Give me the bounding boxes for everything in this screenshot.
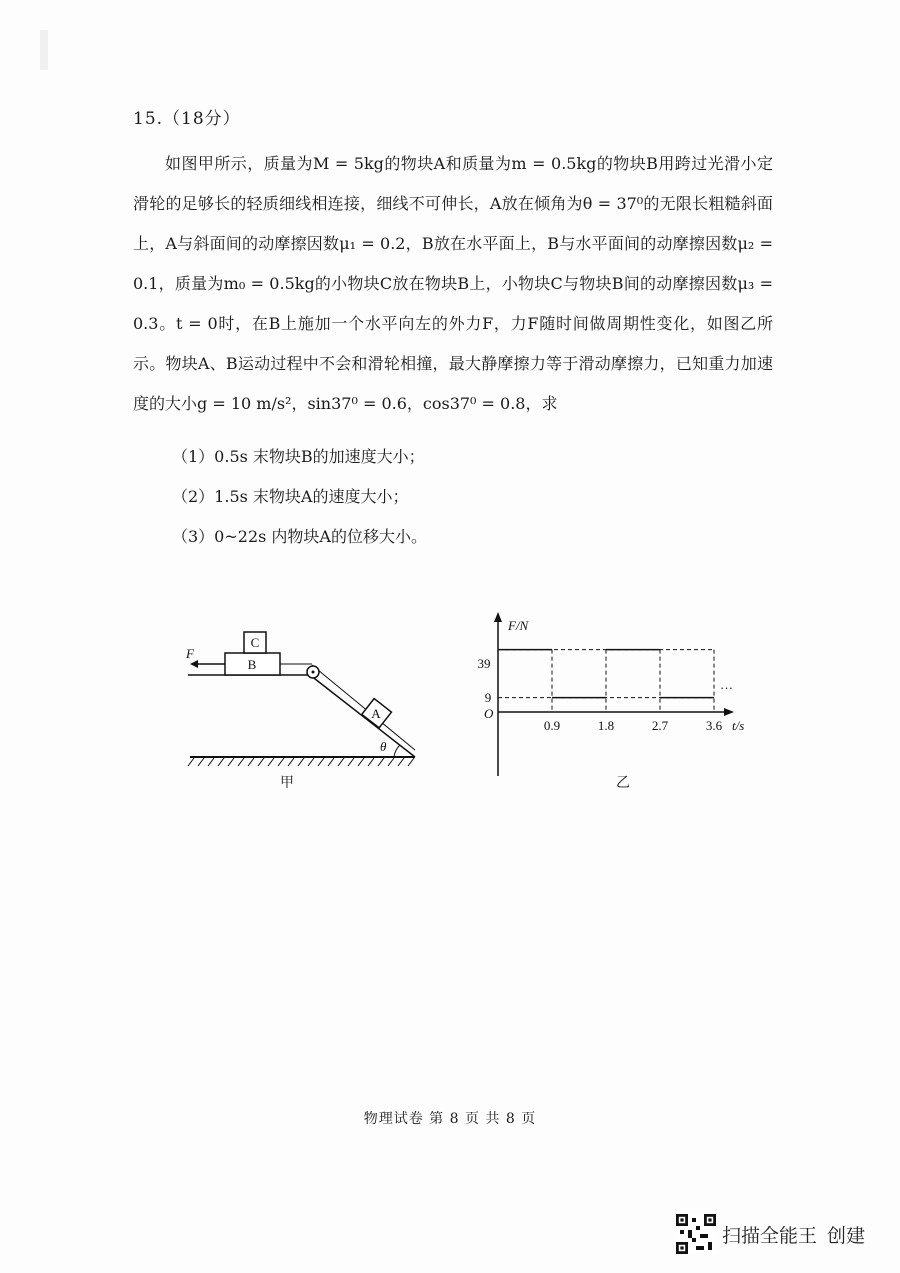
question-stem-text: 如图甲所示，质量为M = 5kg的物块A和质量为m = 0.5kg的物块B用跨过光滑小定滑轮的足够长的轻质细线相连接，细线不可伸长，A放在倾角为θ = 37⁰的无限长粗糙斜面上，A与斜面间的动摩擦因数μ₁ = 0.2，B放在水平面上，B与水平面间的动摩擦因数μ₂ = 0.1，质量为m₀ = 0.5kg的小物块C放在物块B上，小物块C与物块B间的动摩擦因数μ₃ = 0.3。t = 0时，在B上施加一个水平向左的外力F，力F随时间做周期性变化，如图乙所示。物块A、B运动过程中不会和滑轮相撞，最大静摩擦力等于滑动摩擦力，已知重力加速度的大小g = 10 m/s²，sin37⁰ = 0.6，cos37⁰ = 0.8，求 bbox=[133, 154, 773, 413]
figure-yi bbox=[470, 600, 760, 791]
x-tick-0.9: 0.9 bbox=[543, 718, 561, 733]
figure-yi-chart bbox=[470, 600, 760, 780]
figure-yi-caption: 乙 bbox=[616, 775, 630, 791]
x-axis-label: t/s bbox=[732, 718, 745, 733]
scanner-suffix: 创建 bbox=[827, 1224, 866, 1247]
x-axis-arrow-icon bbox=[724, 708, 734, 716]
y-tick-9: 9 bbox=[484, 690, 492, 705]
x-tick-2.7: 2.7 bbox=[651, 718, 669, 733]
pulley-axle bbox=[312, 671, 315, 674]
figure-jia-drawing bbox=[180, 600, 420, 770]
figure-jia-caption: 甲 bbox=[280, 775, 294, 791]
incline-rope bbox=[312, 665, 415, 750]
force-arrow-head-icon bbox=[190, 660, 198, 668]
question-stem bbox=[133, 144, 773, 424]
x-tick-3.6: 3.6 bbox=[705, 718, 723, 733]
block-a-label: A bbox=[371, 706, 381, 721]
scan-edge-mark bbox=[40, 30, 48, 70]
sub-question-3: （3）0~22s 内物块A的位移大小。 bbox=[172, 527, 427, 546]
y-axis-label: F/N bbox=[508, 618, 529, 633]
block-b-label: B bbox=[247, 657, 257, 672]
chart-marks bbox=[498, 650, 723, 733]
sub-question-list bbox=[172, 437, 427, 557]
ground-hatching bbox=[188, 758, 414, 766]
sub-question-1: （1）0.5s 末物块B的加速度大小； bbox=[172, 447, 425, 466]
qr-code-icon bbox=[676, 1214, 716, 1254]
scanner-app-name: 扫描全能王 bbox=[722, 1224, 818, 1247]
incline-surface bbox=[310, 675, 415, 757]
theta-arc bbox=[394, 745, 400, 757]
ellipsis-mark: … bbox=[720, 677, 733, 692]
x-tick-1.8: 1.8 bbox=[597, 718, 615, 733]
y-axis-arrow-icon bbox=[494, 612, 502, 622]
scanner-watermark bbox=[676, 1214, 865, 1254]
question-number: 15.（18分） bbox=[133, 109, 241, 129]
force-label: F bbox=[186, 646, 194, 661]
theta-label: θ bbox=[380, 739, 387, 754]
y-tick-39: 39 bbox=[477, 656, 491, 671]
page-footer: 物理试卷 第 8 页 共 8 页 bbox=[363, 1111, 537, 1127]
block-c-label: C bbox=[250, 635, 260, 650]
figure-jia bbox=[180, 600, 420, 791]
origin-label: O bbox=[484, 706, 494, 721]
sub-question-2: （2）1.5s 末物块A的速度大小； bbox=[172, 487, 409, 506]
